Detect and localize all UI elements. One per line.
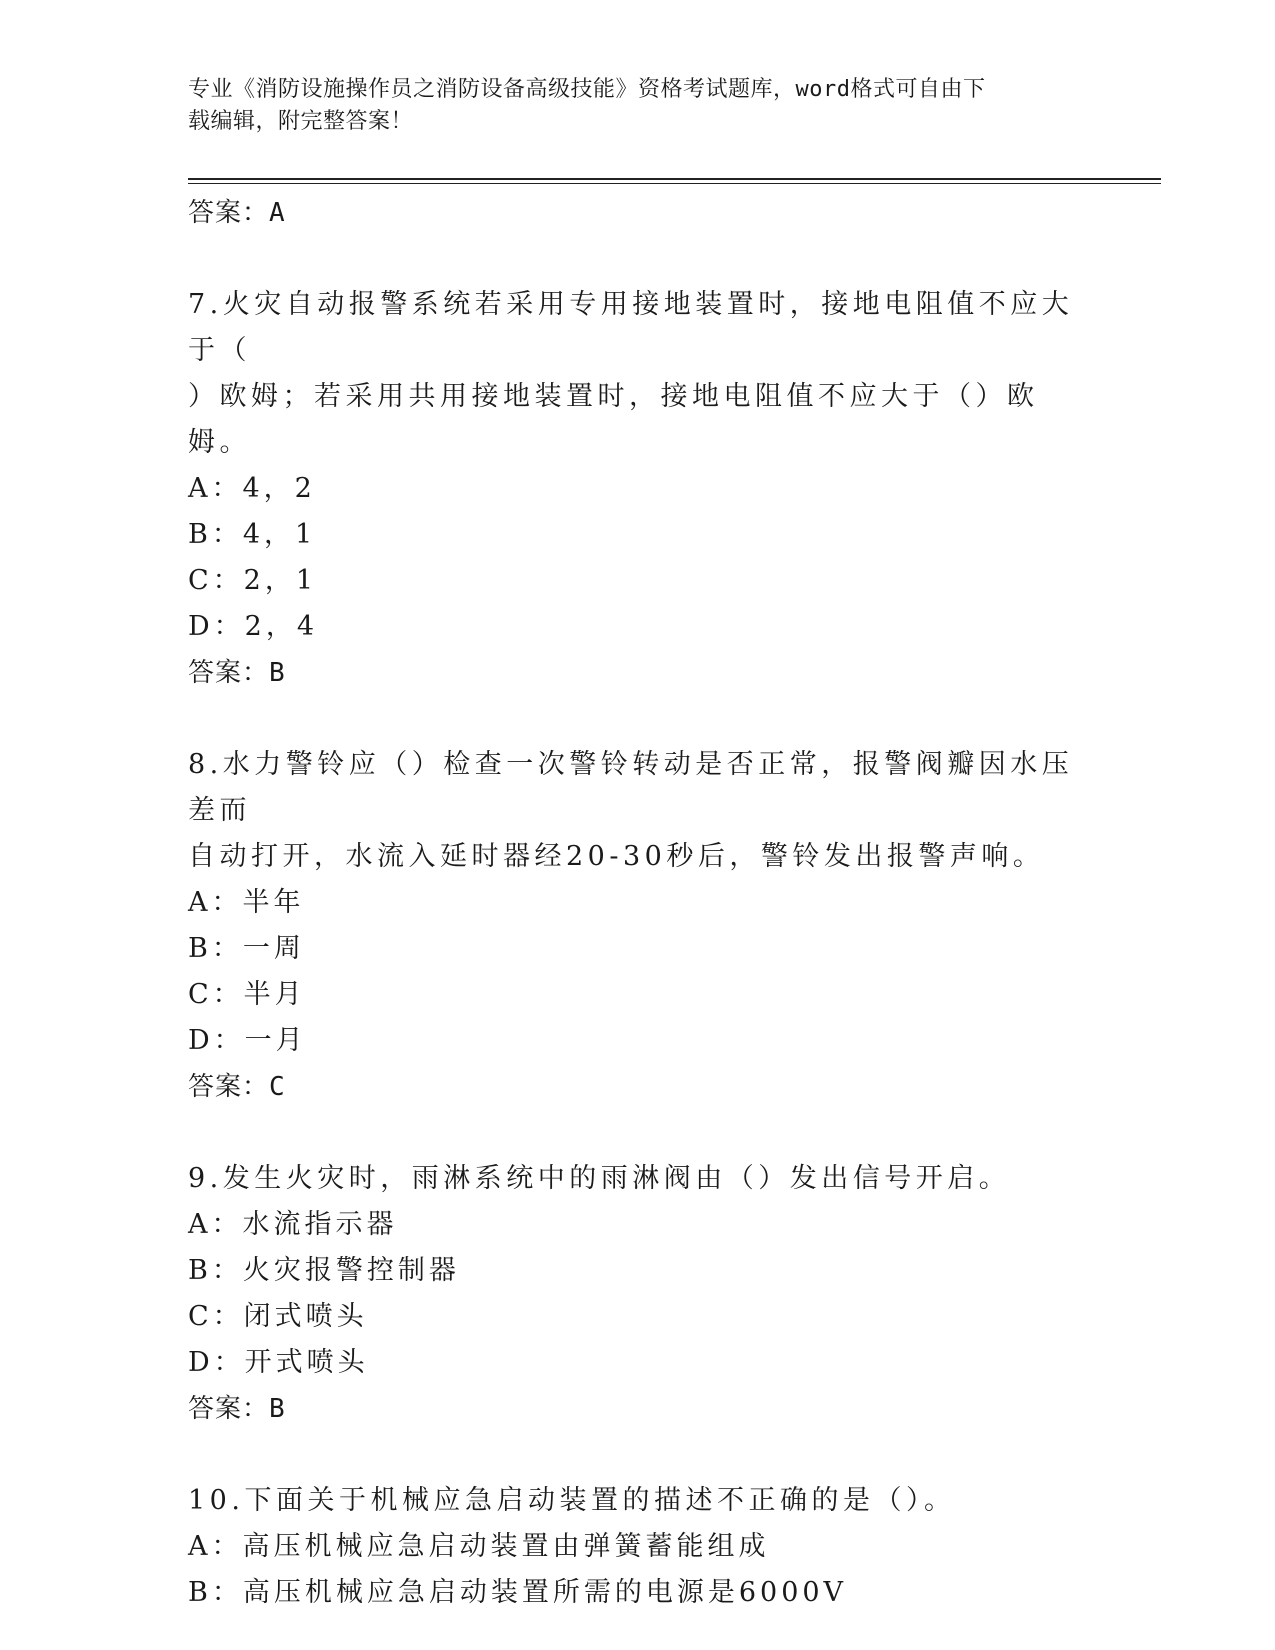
question-text-line: 9.发生火灾时，雨淋系统中的雨淋阀由（）发出信号开启。 — [188, 1163, 1011, 1194]
option-b: B：4，1 — [188, 519, 317, 550]
option-a: A：水流指示器 — [188, 1209, 398, 1240]
option-a: A：高压机械应急启动装置由弹簧蓄能组成 — [188, 1531, 770, 1562]
question-text-line: 10.下面关于机械应急启动装置的描述不正确的是（）。 — [188, 1485, 956, 1516]
question-7 — [188, 282, 1088, 696]
spacer — [188, 1110, 1088, 1156]
question-10 — [188, 1478, 1088, 1616]
option-b: B：火灾报警控制器 — [188, 1255, 460, 1286]
option-b: B：高压机械应急启动装置所需的电源是6000V — [188, 1577, 848, 1608]
question-text-line: 7.火灾自动报警系统若采用专用接地装置时，接地电阻值不应大于（ — [188, 289, 1074, 366]
question-text — [188, 1156, 1088, 1202]
answer: 答案：B — [188, 658, 286, 688]
question-text — [188, 742, 1088, 880]
option-d: D：2，4 — [188, 611, 319, 642]
header-line-1: 专业《消防设施操作员之消防设备高级技能》资格考试题库，word格式可自由下 — [188, 77, 986, 102]
option-a: A：4，2 — [188, 473, 316, 504]
option-d: D：一月 — [188, 1025, 307, 1056]
header-line-2: 载编辑，附完整答案！ — [188, 109, 414, 134]
option-c: C：闭式喷头 — [188, 1301, 368, 1332]
question-9 — [188, 1156, 1088, 1432]
question-text-line: 自动打开，水流入延时器经20-30秒后，警铃发出报警声响。 — [188, 841, 1045, 872]
question-8 — [188, 742, 1088, 1110]
previous-answer: 答案：A — [188, 198, 286, 228]
question-text — [188, 1478, 1088, 1524]
option-a: A：半年 — [188, 887, 305, 918]
question-list — [188, 190, 1088, 1616]
document-header — [188, 74, 1088, 138]
spacer — [188, 236, 1088, 282]
option-c: C：2，1 — [188, 565, 318, 596]
spacer — [188, 696, 1088, 742]
header-divider — [188, 178, 1161, 180]
option-d: D：开式喷头 — [188, 1347, 369, 1378]
option-c: C：半月 — [188, 979, 306, 1010]
header-divider-thin — [188, 183, 1161, 184]
question-text — [188, 282, 1088, 466]
answer: 答案：C — [188, 1072, 286, 1102]
question-text-line: ）欧姆；若采用共用接地装置时，接地电阻值不应大于（）欧姆。 — [188, 381, 1039, 458]
question-text-line: 8.水力警铃应（）检查一次警铃转动是否正常，报警阀瓣因水压差而 — [188, 749, 1074, 826]
answer: 答案：B — [188, 1394, 286, 1424]
option-b: B：一周 — [188, 933, 305, 964]
spacer — [188, 1432, 1088, 1478]
